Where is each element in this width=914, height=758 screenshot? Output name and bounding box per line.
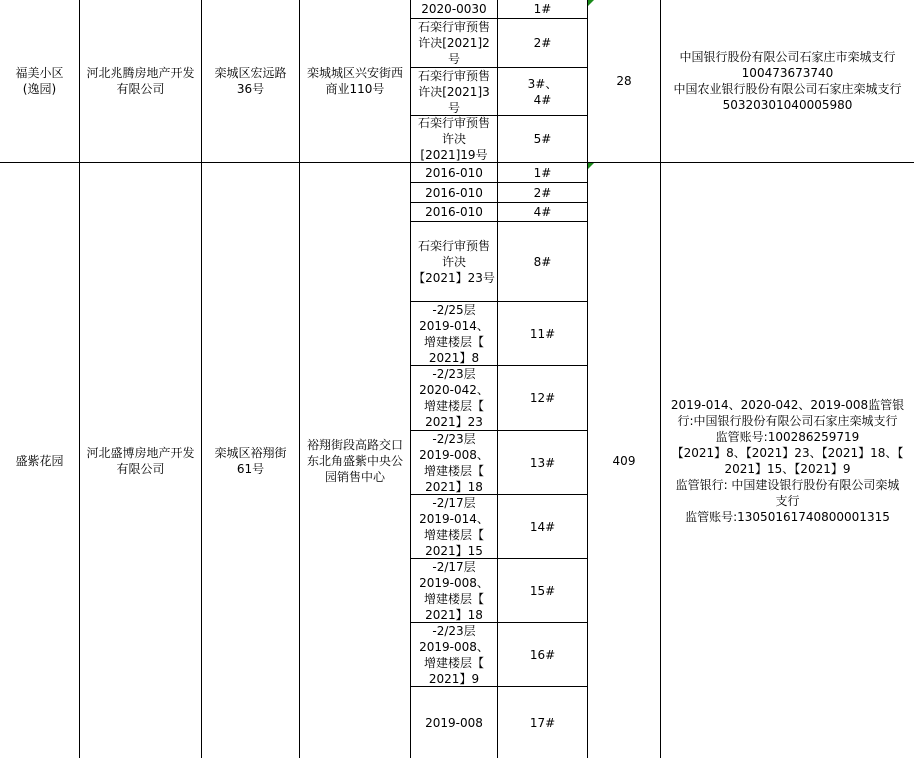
row-divider — [410, 686, 588, 687]
row-divider — [410, 182, 588, 183]
building-cell[interactable]: 5# — [533, 132, 552, 146]
column-divider — [410, 0, 411, 758]
project-name-cell[interactable]: 福美小区 (逸园) — [15, 66, 64, 96]
building-cell[interactable]: 16# — [529, 647, 556, 662]
building-cell[interactable]: 2# — [533, 36, 552, 50]
permit-cell[interactable]: 石栾行审预售 许决[2021]2 号 — [417, 20, 490, 66]
permit-cell[interactable]: 2019-008 — [425, 715, 483, 730]
permit-cell[interactable]: 石栾行审预售 许决 [2021]19号 — [417, 116, 490, 162]
permit-cell[interactable]: -2/17层 2019-014、 增建楼层【 2021】15 — [419, 495, 489, 558]
row-divider — [410, 202, 588, 203]
building-cell[interactable]: 3#、 4# — [527, 76, 558, 107]
row-divider — [410, 558, 588, 559]
row-divider — [410, 115, 588, 116]
permit-cell[interactable]: -2/25层 2019-014、 增建楼层【 2021】8 — [419, 302, 489, 365]
permit-cell[interactable]: 2016-010 — [425, 165, 483, 180]
building-cell[interactable]: 15# — [529, 583, 556, 598]
project-name-cell[interactable]: 盛紫花园 — [15, 453, 64, 468]
column-divider — [79, 0, 80, 758]
building-cell[interactable]: 12# — [529, 391, 556, 405]
row-divider — [410, 365, 588, 366]
permit-cell[interactable]: 石栾行审预售 许决 【2021】23号 — [413, 238, 495, 285]
building-cell[interactable]: 1# — [533, 165, 552, 180]
permit-cell[interactable]: -2/23层 2020-042、 增建楼层【 2021】23 — [419, 367, 489, 429]
column-divider — [201, 0, 202, 758]
building-cell[interactable]: 13# — [529, 455, 556, 470]
count-cell[interactable]: 409 — [612, 453, 636, 468]
row-divider — [410, 18, 588, 19]
row-divider — [410, 301, 588, 302]
building-cell[interactable]: 14# — [529, 519, 556, 534]
location-cell[interactable]: 栾城区宏远路 36号 — [214, 66, 287, 96]
column-divider — [497, 0, 498, 758]
row-divider — [410, 430, 588, 431]
permit-cell[interactable]: 2016-010 — [425, 185, 483, 200]
bank-info-cell[interactable]: 2019-014、2020-042、2019-008监管银 行:中国银行股份有限公司石家庄栾城支行 监管账号:100286259719 【2021】8、【2021】23、【2021】18、【 2021】15、【2021】9 监管银行: 中国建设银行股份有限公司栾城 支行 监管账号:13050161740800001315 — [670, 397, 905, 524]
permit-cell[interactable]: -2/17层 2019-008、 增建楼层【 2021】18 — [419, 559, 489, 622]
row-divider — [410, 221, 588, 222]
row-divider — [410, 622, 588, 623]
permit-cell[interactable]: -2/23层 2019-008、 增建楼层【 2021】18 — [419, 431, 489, 494]
location-cell[interactable]: 栾城区裕翔街 61号 — [214, 445, 287, 476]
column-divider — [299, 0, 300, 758]
permit-cell[interactable]: 石栾行审预售 许决[2021]3 号 — [417, 68, 490, 115]
company-cell[interactable]: 河北盛博房地产开发 有限公司 — [86, 445, 195, 476]
bank-info-cell[interactable]: 中国银行股份有限公司石家庄市栾城支行 100473673740 中国农业银行股份有限公司石家庄栾城支行 50320301040005980 — [673, 50, 902, 112]
comment-indicator[interactable] — [588, 0, 594, 6]
permit-cell[interactable]: -2/23层 2019-008、 增建楼层【 2021】9 — [419, 623, 489, 686]
column-divider — [587, 0, 588, 758]
row-divider — [0, 162, 914, 163]
row-divider — [410, 67, 588, 68]
company-cell[interactable]: 河北兆腾房地产开发 有限公司 — [86, 66, 195, 96]
permit-cell[interactable]: 2016-010 — [425, 205, 483, 219]
building-cell[interactable]: 2# — [533, 185, 552, 200]
building-cell[interactable]: 1# — [533, 2, 552, 16]
permit-cell[interactable]: 2020-0030 — [421, 2, 487, 16]
building-cell[interactable]: 8# — [533, 254, 552, 269]
sales-office-cell[interactable]: 栾城城区兴安街西 商业110号 — [306, 66, 403, 96]
building-cell[interactable]: 11# — [529, 326, 556, 341]
building-cell[interactable]: 17# — [529, 715, 556, 730]
sales-office-cell[interactable]: 裕翔街段高路交口 东北角盛紫中央公 园销售中心 — [306, 437, 403, 484]
building-cell[interactable]: 4# — [533, 205, 552, 219]
row-divider — [410, 494, 588, 495]
comment-indicator[interactable] — [588, 163, 594, 169]
count-cell[interactable]: 28 — [616, 74, 632, 88]
column-divider — [660, 0, 661, 758]
